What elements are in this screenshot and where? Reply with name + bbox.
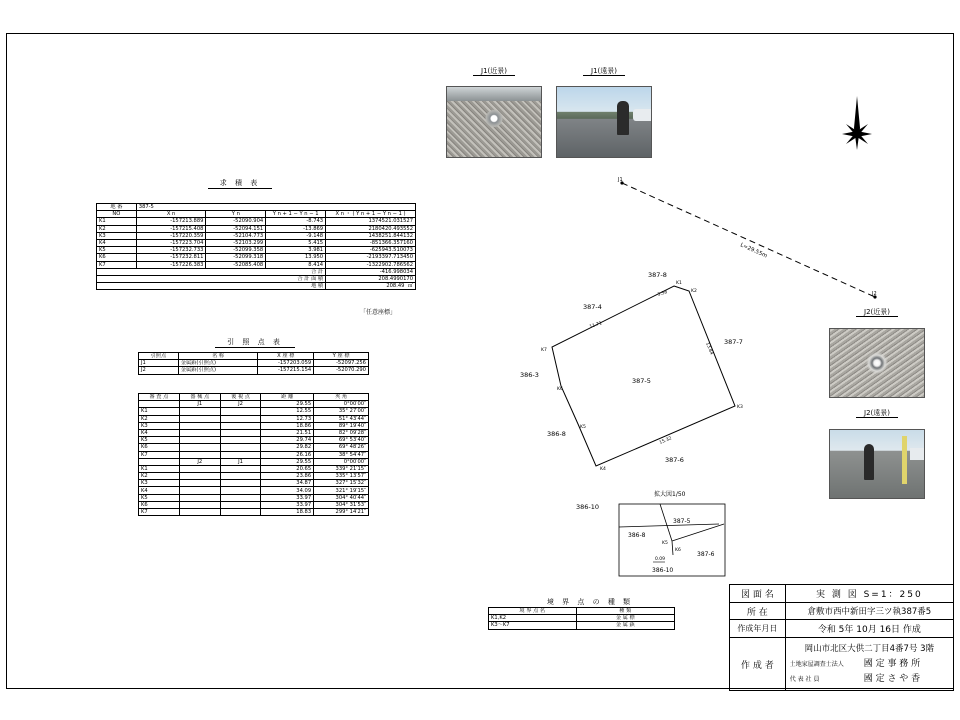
area-cell: 1438251.844132	[326, 232, 416, 239]
author-corp-row	[790, 657, 949, 672]
date: 令和 5年 10月 16日 作成	[785, 620, 953, 638]
edge-length-4: 15.32	[658, 436, 673, 446]
area-cell: 3.981	[266, 247, 326, 254]
enlarge-k5: K5	[662, 541, 668, 546]
survey-cell: 89° 19′40″	[314, 422, 369, 429]
area-header: X n	[136, 211, 206, 218]
label-k7: K7	[541, 348, 547, 353]
enlarge-387-6: 387-6	[697, 551, 715, 558]
survey-cell: 12.73	[261, 415, 314, 422]
sum-label: 合 計	[97, 268, 326, 275]
area-cell: -157232.811	[136, 254, 206, 261]
neighbor-387-6: 387-6	[665, 456, 684, 464]
enlarge-title: 拡大図1/50	[654, 491, 686, 498]
edge-length-3: 13.84	[704, 341, 714, 356]
area-cell: K2	[97, 225, 137, 232]
area-cell: -52103.299	[206, 239, 266, 246]
marker-cell: 金 属 標	[576, 615, 674, 622]
area-cell: -157213.889	[136, 218, 206, 225]
survey-cell: K4	[139, 487, 180, 494]
ref-cell: J2	[139, 367, 179, 374]
rep-name: 國 定 さ や 香	[863, 673, 921, 684]
area-cell: 5.415	[266, 239, 326, 246]
label-k2: K2	[691, 289, 697, 294]
survey-cell: 29.55	[261, 401, 314, 408]
survey-header: 後 視 点	[220, 394, 261, 401]
neighbor-386-8: 386-8	[547, 430, 566, 438]
label-k3: K3	[737, 405, 743, 410]
survey-cell: 18.86	[261, 422, 314, 429]
area-value: 208.49	[386, 283, 405, 290]
survey-cell: 321° 19′15″	[314, 487, 369, 494]
area-cell: -52104.773	[206, 232, 266, 239]
sum-value: -416.998034	[326, 268, 416, 275]
location: 倉敷市西中新田字三ツ執387番5	[785, 603, 953, 620]
area-cell: 13.950	[266, 254, 326, 261]
photo-label-j2-far: J2(遠景)	[829, 408, 925, 418]
area-cell: -157220.359	[136, 232, 206, 239]
survey-cell: K7	[139, 509, 180, 516]
ref-cell: 金属鋲(引照点)	[178, 367, 258, 374]
survey-cell: K1	[139, 465, 180, 472]
survey-cell: 34.87	[261, 480, 314, 487]
title-block	[729, 584, 954, 691]
survey-cell: J1	[220, 458, 261, 465]
drawing-name: 実 測 図 S=1：250	[785, 585, 953, 603]
survey-cell: 33.97	[261, 494, 314, 501]
area-cell: K6	[97, 254, 137, 261]
survey-cell: 29.82	[261, 444, 314, 451]
survey-cell: 12.55	[261, 408, 314, 415]
area-cell: K1	[97, 218, 137, 225]
survey-header: 審 査 点	[139, 394, 180, 401]
area-cell: K3	[97, 232, 137, 239]
area-cell: -8.743	[266, 218, 326, 225]
survey-cell: 304° 40′44″	[314, 494, 369, 501]
survey-cell: 21.51	[261, 429, 314, 436]
neighbor-387-8: 387-8	[648, 271, 667, 279]
marker-header: 境 界 点 名	[489, 608, 577, 615]
survey-cell: 18.83	[261, 509, 314, 516]
survey-cell: 0°00′00″	[314, 458, 369, 465]
edge-length-2: 11.71	[589, 321, 603, 330]
area-cell: 8.414	[266, 261, 326, 268]
photo-label-j1-far: J1(遠景)	[556, 66, 652, 76]
survey-cell: 38° 54′47″	[314, 451, 369, 458]
label-j1: J1	[618, 177, 623, 183]
marker-row	[489, 622, 675, 629]
survey-cell: K5	[139, 494, 180, 501]
location-label: 所 在	[730, 603, 786, 620]
chiban-value: 387-5	[136, 204, 415, 211]
survey-cell: 339° 21′15″	[314, 465, 369, 472]
area-cell: 1374521.031527	[326, 218, 416, 225]
enlarge-line-center	[660, 504, 673, 555]
rep-label: 代 表 社 員	[789, 675, 820, 683]
survey-cell: 26.16	[261, 451, 314, 458]
survey-cell: 29.74	[261, 437, 314, 444]
area-cell: -52085.408	[206, 261, 266, 268]
survey-cell: K5	[139, 437, 180, 444]
ref-header: X 座 標	[258, 353, 314, 360]
survey-cell: 51° 43′44″	[314, 415, 369, 422]
lot-outline	[552, 286, 735, 466]
area-cell: K7	[97, 261, 137, 268]
area-label: 地 積	[97, 283, 326, 290]
area-cell: -625943.510073	[326, 247, 416, 254]
area-cell: -157215.408	[136, 225, 206, 232]
marker-header: 種 類	[576, 608, 674, 615]
corp-name: 國 定 事 務 所	[863, 658, 921, 669]
ref-header: 引照点	[139, 353, 179, 360]
survey-cell: K6	[139, 444, 180, 451]
author-rep-row	[790, 672, 949, 687]
marker-cell: K1,K2	[489, 615, 577, 622]
survey-cell: 304° 31′53″	[314, 501, 369, 508]
survey-cell: K2	[139, 415, 180, 422]
survey-cell: 29.55	[261, 458, 314, 465]
enlarge-line-right	[672, 524, 724, 541]
north-arrow-icon	[842, 96, 872, 150]
area-cell: -52094.151	[206, 225, 266, 232]
ref-cell: -52097.256	[314, 360, 369, 367]
enlarge-387-5: 387-5	[673, 518, 691, 525]
area-cell: -157223.704	[136, 239, 206, 246]
label-j2: J2	[872, 291, 877, 297]
survey-cell: J2	[179, 458, 220, 465]
survey-cell: 335° 13′57″	[314, 473, 369, 480]
area-unit: ㎡	[407, 283, 413, 290]
marker-cell: 金 属 鋲	[576, 622, 674, 629]
ref-cell: J1	[139, 360, 179, 367]
author-cell	[785, 638, 953, 691]
author-label: 作 成 者	[730, 638, 786, 691]
area-cell: K5	[97, 247, 137, 254]
survey-cell: 34.09	[261, 487, 314, 494]
area-cell: -52099.358	[206, 247, 266, 254]
area-header: X n ・ ( Y n + 1 − Y n − 1 )	[326, 211, 416, 218]
area-cell: -851366.357160	[326, 239, 416, 246]
survey-cell: K3	[139, 422, 180, 429]
enlarge-386-10: 386-10	[652, 567, 674, 574]
enlarge-k6: K6	[675, 548, 681, 553]
survey-cell: 0°00′00″	[314, 401, 369, 408]
area-header: Y n + 1 − Y n − 1	[266, 211, 326, 218]
sum-area-value: 208.4990170	[326, 275, 416, 282]
neighbor-386-3: 386-3	[520, 371, 539, 379]
area-cell: -9.148	[266, 232, 326, 239]
survey-cell: J2	[220, 401, 261, 408]
ref-cell: -157203.059	[258, 360, 314, 367]
area-header: Y n	[206, 211, 266, 218]
area-cell: -13.869	[266, 225, 326, 232]
survey-cell: 35° 27′00″	[314, 408, 369, 415]
ref-cell: -157215.154	[258, 367, 314, 374]
marker-table-title: 境 界 点 の 種 類	[520, 597, 660, 607]
survey-cell: K6	[139, 501, 180, 508]
ref-header: Y 座 標	[314, 353, 369, 360]
survey-cell: K3	[139, 480, 180, 487]
drawing-name-label: 図 面 名	[730, 585, 786, 603]
survey-cell: 20.65	[261, 465, 314, 472]
area-cell: -52099.318	[206, 254, 266, 261]
survey-cell: 33.97	[261, 501, 314, 508]
label-k4: K4	[600, 467, 606, 472]
photo-label-j1-near: J1(近景)	[446, 66, 542, 76]
label-k6: K6	[557, 387, 563, 392]
survey-cell: K4	[139, 429, 180, 436]
ref-table-title: 引 照 点 表	[205, 337, 305, 347]
area-cell: K4	[97, 239, 137, 246]
survey-cell: 82° 09′28″	[314, 429, 369, 436]
survey-cell: 69° 48′26″	[314, 444, 369, 451]
area-cell: 2180420.493552	[326, 225, 416, 232]
survey-cell: J1	[179, 401, 220, 408]
survey-cell: 69° 53′40″	[314, 437, 369, 444]
marker-table	[488, 607, 675, 630]
area-cell: -157232.733	[136, 247, 206, 254]
ref-cell: 金属鋲(引照点)	[178, 360, 258, 367]
survey-cell: K2	[139, 473, 180, 480]
survey-cell: 299° 14′21″	[314, 509, 369, 516]
area-cell: -2193397.713450	[326, 254, 416, 261]
label-k5: K5	[580, 425, 586, 430]
area-cell: -52090.904	[206, 218, 266, 225]
sum-area-label: 合 計 面 積	[97, 275, 326, 282]
area-header: NO	[97, 211, 137, 218]
ref-cell: -52070.290	[314, 367, 369, 374]
area-cell: -157226.383	[136, 261, 206, 268]
survey-cell: K7	[139, 451, 180, 458]
survey-header: 距 離	[261, 394, 314, 401]
enlarge-line-top	[619, 524, 719, 527]
ref-line	[622, 183, 875, 297]
photo-label-j2-near: J2(近景)	[829, 307, 925, 317]
label-k1: K1	[676, 281, 682, 286]
date-label: 作成年月日	[730, 620, 786, 638]
survey-header: 夾 角	[314, 394, 369, 401]
lot-number: 387-5	[632, 377, 651, 385]
corp-label: 土地家屋調査士法人	[789, 660, 844, 668]
marker-row	[489, 615, 675, 622]
ref-distance: L=29.55m	[739, 242, 768, 260]
author-address: 岡山市北区大供二丁目4番7号 3階	[804, 643, 935, 654]
enlarge-dim: 0.09	[655, 557, 666, 562]
neighbor-386-10: 386-10	[576, 503, 600, 511]
survey-cell: K1	[139, 408, 180, 415]
marker-cell: K3〜K7	[489, 622, 577, 629]
neighbor-387-7: 387-7	[724, 338, 743, 346]
neighbor-387-4: 387-4	[583, 303, 602, 311]
enlarge-386-8: 386-8	[628, 532, 646, 539]
survey-header: 器 械 点	[179, 394, 220, 401]
ref-header: 名 称	[178, 353, 258, 360]
coordinate-note: 「任意座標」	[360, 309, 397, 316]
chiban-label: 地 番	[97, 204, 137, 211]
survey-cell: 327° 15′32″	[314, 480, 369, 487]
survey-cell: 23.86	[261, 473, 314, 480]
area-table-title: 求 積 表	[190, 178, 290, 188]
area-cell: -1322902.786562	[326, 261, 416, 268]
edge-length-1: 3.58	[657, 290, 669, 298]
